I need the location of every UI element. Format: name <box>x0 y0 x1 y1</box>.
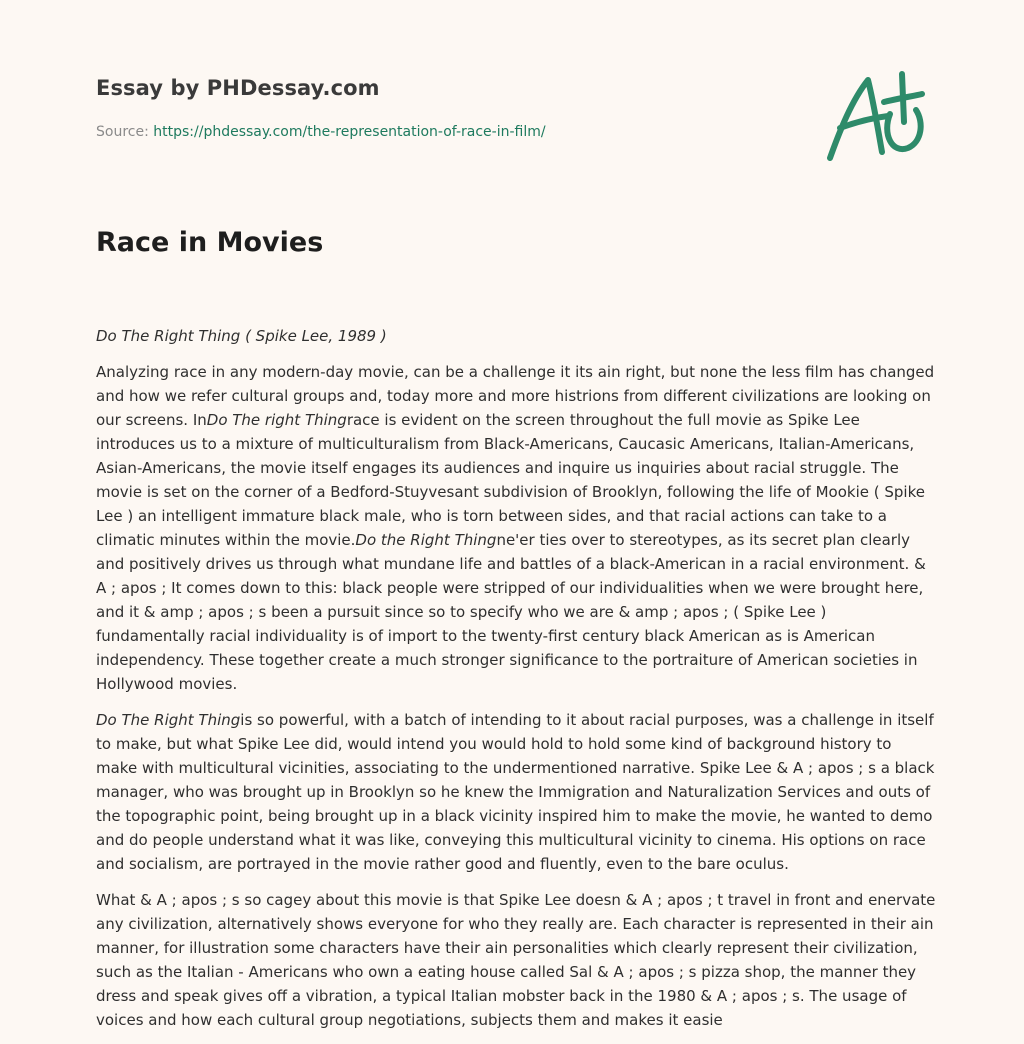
essay-subtitle: Do The Right Thing ( Spike Lee, 1989 ) <box>96 327 387 345</box>
paragraph-2: Do The Right Thingis so powerful, with a batch of intending to it about racial purposes, was a challenge in itself to make, but what Spike Lee did, would intend you would hold to hold some kind of background history to make with multicultural vicinities, associating to the undermentioned narrative. Spike Lee & A ; apos ; s a black manager, who was brought up in Brooklyn so he knew the Immigration and Naturalization Services and outs of the topographic point, being brought up in a black vicinity inspired him to make the movie, he wanted to demo and do people understand what it was like, conveying this multicultural vicinity to cinema. His options on race and socialism, are portrayed in the movie rather good and fluently, even to the bare oculus. <box>96 711 935 873</box>
essay-title: Race in Movies <box>96 227 324 258</box>
site-brand: Essay by PHDessay.com <box>96 76 380 100</box>
paragraph-1: Analyzing race in any modern-day movie, can be a challenge it its ain right, but none the less film has changed and how we refer cultural groups and, today more and more histrions from different civilizations are looking on our screens. InDo The right Thingrace is evident on the screen throughout the full movie as Spike Lee introduces us to a mixture of multiculturalism from Black-Americans, Caucasic Americans, Italian-Americans, Asian-Americans, the movie itself engages its audiences and inquire us inquiries about racial struggle. The movie is set on the corner of a Bedford-Stuyvesant subdivision of Brooklyn, following the life of Mookie ( Spike Lee ) an intelligent immature black male, who is torn between sides, and that racial actions can take to a climatic minutes within the movie.Do the Right Thingne'er ties over to stereotypes, as its secret plan clearly and positively drives us through what mundane life and battles of a black-American in a racial environment. & A ; apos ; It comes down to this: black people were stripped of our individualities when we were brought here, and it & amp ; apos ; s been a pursuit since so to specify who we are & amp ; apos ; ( Spike Lee ) fundamentally racial individuality is of import to the twenty-first century black American as is American independency. These together create a much stronger significance to the portraiture of American societies in Hollywood movies. <box>96 363 935 693</box>
source-label: Source: <box>96 124 149 140</box>
essay-body <box>96 324 936 1044</box>
paragraph-3: What & A ; apos ; s so cagey about this movie is that Spike Lee doesn & A ; apos ; t travel in front and enervate any civilization, alternatively shows everyone for who they really are. Each character is represented in their ain manner, for illustration some characters have their ain personalities which clearly represent their civilization, such as the Italian - Americans who own a eating house called Sal & A ; apos ; s pizza shop, the manner they dress and speak gives off a vibration, a typical Italian mobster back in the 1980 & A ; apos ; s. The usage of voices and how each cultural group negotiations, subjects them and makes it easie <box>96 891 936 1029</box>
source-line <box>96 124 546 140</box>
source-link[interactable]: https://phdessay.com/the-representation-of-race-in-film/ <box>153 124 546 140</box>
a-plus-logo-icon <box>818 64 930 168</box>
